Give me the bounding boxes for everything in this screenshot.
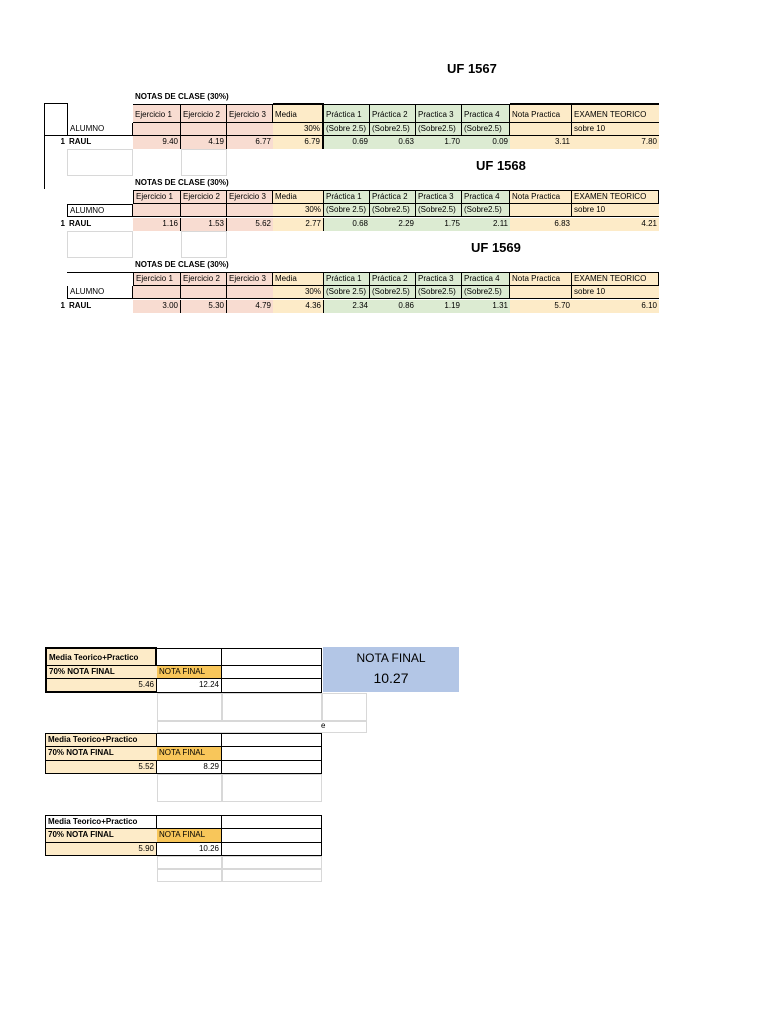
block-1-section-label: NOTAS DE CLASE (30%) (135, 92, 229, 101)
block-2-row-ej1: 1.16 (133, 218, 181, 231)
block-2-sub-exam: sobre 10 (572, 204, 659, 217)
block-2-header-ej1: Ejercicio 1 (133, 190, 181, 204)
block-3-row-name: RAUL (69, 301, 92, 310)
block-3-header-ej3: Ejercicio 3 (227, 272, 273, 286)
block-3-header-p4: Practica 4 (462, 272, 510, 286)
block-1-row-number: 1 (60, 137, 65, 146)
block-1-header-p1: Práctica 1 (324, 104, 370, 123)
block-2-sub-p1: (Sobre 2.5) (324, 204, 370, 217)
summary-2-grid-a (157, 774, 222, 802)
block-1-header-nota-practica: Nota Practica (510, 103, 572, 123)
block-2-sub-p4: (Sobre2.5) (462, 204, 510, 217)
block-2-row-p4: 2.11 (462, 218, 510, 231)
block-1-row-exam: 7.80 (572, 136, 659, 149)
stray-character: e (321, 721, 326, 730)
block-3-sub-ej2 (181, 286, 227, 299)
summary-1-empty-d (222, 679, 322, 693)
block-3-header-ej1: Ejercicio 1 (133, 272, 181, 286)
summary-3-grid-c (157, 869, 222, 882)
block-1-header-p2: Práctica 2 (370, 104, 416, 123)
block-3-sub-p4: (Sobre2.5) (462, 286, 510, 299)
summary-1-final-value: 12.24 (157, 679, 222, 693)
block-3-sub-ej1 (133, 286, 181, 299)
block-1-row-p2: 0.63 (370, 136, 416, 149)
block-1-sub-ej2 (181, 123, 227, 136)
block-1-row-ej2: 4.19 (181, 136, 227, 149)
block-2-header-examen: EXAMEN TEORICO (572, 190, 659, 204)
block-3-header-ej2: Ejercicio 2 (181, 272, 227, 286)
summary-1-grid-d (157, 721, 367, 733)
block-2-header-p1: Práctica 1 (324, 190, 370, 204)
block-3-header-p2: Práctica 2 (370, 272, 416, 286)
summary-2-grid-b (222, 774, 322, 802)
block-3-header-blank (67, 272, 133, 286)
block-3-header-examen: EXAMEN TEORICO (572, 272, 659, 286)
block-3-row-number: 1 (60, 301, 65, 310)
block-3-row-p4: 1.31 (462, 300, 510, 313)
block-3-row-p3: 1.19 (416, 300, 462, 313)
summary-2-empty-a (157, 733, 222, 747)
summary-3-label-70: 70% NOTA FINAL (45, 829, 157, 843)
block-2-sub-ej2 (181, 204, 227, 217)
block-1-row-nota: 3.11 (510, 136, 572, 149)
block-1-sub-p2: (Sobre2.5) (370, 123, 416, 136)
block-2-sub-alumno: ALUMNO (67, 204, 133, 217)
summary-3-empty-a (157, 815, 222, 829)
block-2-row-media: 2.77 (273, 218, 324, 231)
summary-3-empty-c (222, 829, 322, 843)
block-2-row-p3: 1.75 (416, 218, 462, 231)
block-3-sub-nota (510, 286, 572, 299)
summary-2-empty-d (222, 761, 322, 774)
block-1-row-media: 6.79 (273, 136, 324, 149)
block-1-sub-exam: sobre 10 (572, 123, 659, 136)
summary-3-nota-label: NOTA FINAL (157, 829, 222, 843)
summary-3-empty-d (222, 843, 322, 856)
block-2-section-label: NOTAS DE CLASE (30%) (135, 178, 229, 187)
block-3-row-exam: 6.10 (572, 300, 659, 313)
block-2-header-ej3: Ejercicio 3 (227, 190, 273, 204)
nota-final-title: NOTA FINAL (356, 651, 426, 665)
block-1-sub-ej1 (133, 123, 181, 136)
block-1-row-p1: 0.69 (324, 136, 370, 149)
block-2-header-p4: Practica 4 (462, 190, 510, 204)
block-1-header-p4: Practica 4 (462, 104, 510, 123)
block-2-row-ej2: 1.53 (181, 218, 227, 231)
block-3-row-ej1: 3.00 (133, 300, 181, 313)
block-3-header-nota-practica: Nota Practica (510, 272, 572, 286)
block-2-row-exam: 4.21 (572, 218, 659, 231)
block-3-title: UF 1569 (471, 240, 521, 255)
block-1-header-ej1: Ejercicio 1 (133, 104, 181, 123)
block-3-sub-exam: sobre 10 (572, 286, 659, 299)
summary-2-label-media: Media Teorico+Practico (45, 733, 157, 747)
summary-2-final-value: 8.29 (157, 761, 222, 774)
block-3-sub-p1: (Sobre 2.5) (324, 286, 370, 299)
block-1-row-p3: 1.70 (416, 136, 462, 149)
block-2-header-media: Media (273, 190, 324, 204)
block-3-sub-p3: (Sobre2.5) (416, 286, 462, 299)
block-1-header-examen: EXAMEN TEORICO (572, 103, 659, 123)
block-1-empty-cell-a (67, 149, 133, 176)
block-3-row-ej2: 5.30 (181, 300, 227, 313)
block-2-header-ej2: Ejercicio 2 (181, 190, 227, 204)
block-2-title: UF 1568 (476, 158, 526, 173)
block-2-row-name: RAUL (69, 219, 92, 228)
summary-1-media-value: 5.46 (45, 679, 157, 693)
block-2-sub-p2: (Sobre2.5) (370, 204, 416, 217)
summary-3-media-value: 5.90 (45, 843, 157, 856)
block-2-row-p1: 0.68 (324, 218, 370, 231)
block-1-sub-nota (510, 123, 572, 136)
summary-3-final-value: 10.26 (157, 843, 222, 856)
block-2-row-nota: 6.83 (510, 218, 572, 231)
block-2-sub-ej3 (227, 204, 273, 217)
block-1-sub-alumno: ALUMNO (67, 123, 133, 136)
block-3-sub-pct: 30% (273, 286, 324, 299)
summary-1-grid-b (222, 693, 322, 721)
block-3-row-media: 4.36 (273, 300, 324, 313)
block-3-row-p1: 2.34 (324, 300, 370, 313)
block-1-row-name: RAUL (69, 137, 92, 146)
summary-1-nota-label: NOTA FINAL (157, 666, 222, 679)
block-2-row-number: 1 (60, 219, 65, 228)
summary-2-media-value: 5.52 (45, 761, 157, 774)
block-2-sub-p3: (Sobre2.5) (416, 204, 462, 217)
block-1-row-ej1: 9.40 (133, 136, 181, 149)
block-3-sub-p2: (Sobre2.5) (370, 286, 416, 299)
block-1-empty-cell-b (181, 149, 227, 176)
block-1-header-p3: Practica 3 (416, 104, 462, 123)
summary-3-grid-d (222, 869, 322, 882)
block-2-sub-nota (510, 204, 572, 217)
block-2-header-p3: Practica 3 (416, 190, 462, 204)
block-1-sub-pct: 30% (273, 123, 324, 136)
summary-1-empty-a (157, 648, 222, 666)
summary-3-grid-b (222, 856, 322, 869)
block-1-sub-p1: (Sobre 2.5) (324, 123, 370, 136)
summary-1-grid-a (157, 693, 222, 721)
block-3-sub-alumno: ALUMNO (67, 286, 133, 299)
block-2-empty-cell-b (181, 231, 227, 258)
block-2-sub-ej1 (133, 204, 181, 217)
block-2-row-ej3: 5.62 (227, 218, 273, 231)
block-2-header-p2: Práctica 2 (370, 190, 416, 204)
block-3-header-media: Media (273, 272, 324, 286)
block-3-row-p2: 0.86 (370, 300, 416, 313)
summary-3-label-media: Media Teorico+Practico (45, 815, 157, 829)
block-1-header-ej2: Ejercicio 2 (181, 104, 227, 123)
block-2-empty-cell-a (67, 231, 133, 258)
summary-2-empty-b (222, 733, 322, 747)
summary-3-grid-a (157, 856, 222, 869)
summary-2-label-70: 70% NOTA FINAL (45, 747, 157, 761)
block-3-row-nota: 5.70 (510, 300, 572, 313)
block-1-row-p4: 0.09 (462, 136, 510, 149)
block-1-row-ej3: 6.77 (227, 136, 273, 149)
block-3-sub-ej3 (227, 286, 273, 299)
summary-1-label-70: 70% NOTA FINAL (45, 666, 157, 679)
summary-2-empty-c (222, 747, 322, 761)
block-3-header-p1: Práctica 1 (324, 272, 370, 286)
block-1-header-ej3: Ejercicio 3 (227, 104, 273, 123)
summary-1-grid-c (322, 693, 367, 721)
block-1-frame-inner-line (67, 103, 68, 125)
block-2-sub-pct: 30% (273, 204, 324, 217)
block-3-section-label: NOTAS DE CLASE (30%) (135, 260, 229, 269)
summary-1-label-media: Media Teorico+Practico (45, 647, 157, 666)
block-3-header-p3: Practica 3 (416, 272, 462, 286)
summary-2-nota-label: NOTA FINAL (157, 747, 222, 761)
block-1-sub-blank (44, 123, 67, 136)
block-1-sub-ej3 (227, 123, 273, 136)
summary-1-empty-b (222, 648, 322, 666)
block-2-row-p2: 2.29 (370, 218, 416, 231)
block-1-header-media: Media (273, 103, 324, 123)
summary-1-empty-c (222, 666, 322, 679)
nota-final-box (323, 647, 459, 692)
block-1-frame-top-left (44, 103, 68, 104)
summary-3-empty-b (222, 815, 322, 829)
block-2-header-nota-practica: Nota Practica (510, 190, 572, 204)
block-1-sub-p3: (Sobre2.5) (416, 123, 462, 136)
block-1-title: UF 1567 (447, 61, 497, 76)
block-1-sub-p4: (Sobre2.5) (462, 123, 510, 136)
nota-final-value: 10.27 (373, 670, 409, 686)
block-3-row-ej3: 4.79 (227, 300, 273, 313)
